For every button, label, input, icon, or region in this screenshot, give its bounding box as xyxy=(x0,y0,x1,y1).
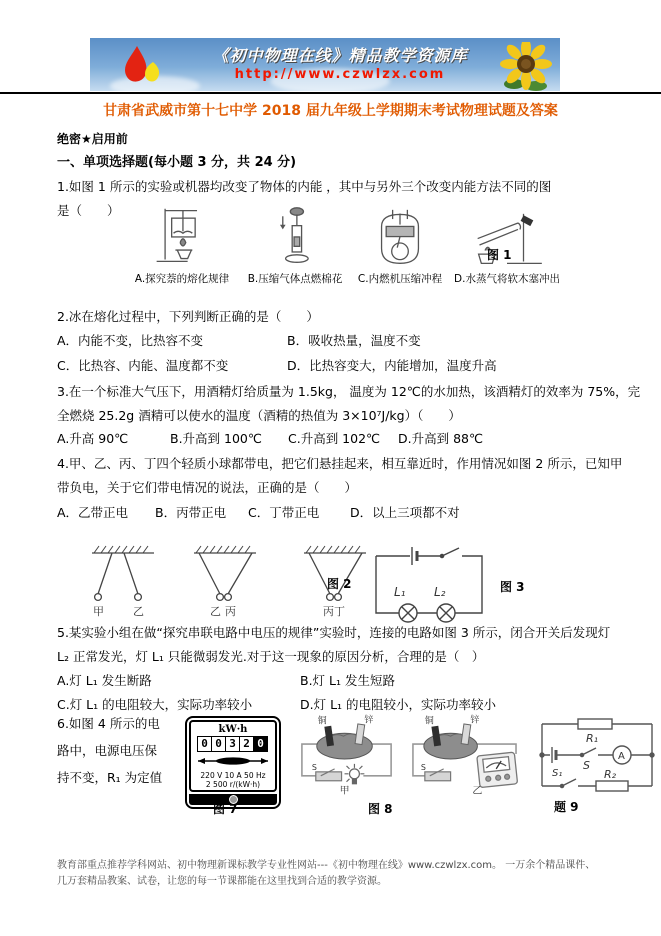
question-2-option-c: C．比热容、内能、温度都不变 xyxy=(57,358,229,373)
meter-digit: 0 xyxy=(197,736,212,752)
question-5-option-a: A.灯 L₁ 发生断路 xyxy=(57,673,152,688)
question-4-option-d: D．以上三项都不对 xyxy=(350,505,460,520)
ammeter-label: A xyxy=(618,751,625,762)
meter-spec-line2: 2 500 r/(kW·h) xyxy=(205,780,261,789)
question-5-text-line1: 5.某实验小组在做“探究串联电路中电压的规律”实验时，连接的电路如图 3 所示，闭合开关后发现灯 xyxy=(57,625,611,640)
copper-label: 铜 xyxy=(424,716,434,727)
ball-yi2-label: 乙 xyxy=(210,605,221,618)
footer-line-1: 教育部重点推荐学科网站、初中物理新课标教学专业性网站---《初中物理在线》www.czwlzx.com。 一万余个精品课件、 xyxy=(57,860,596,871)
copper-label: 铜 xyxy=(317,716,327,727)
figure-9-label: 题 9 xyxy=(554,800,579,814)
question-3-text-line2: 全燃烧 25.2g 酒精可以使水的温度（酒精的热值为 3×10⁷J/kg）（ ） xyxy=(57,408,461,423)
divider-rule xyxy=(0,92,661,94)
ball-jia-label: 甲 xyxy=(93,605,104,618)
lamp-l2-label: L₂ xyxy=(434,585,446,599)
figure-d-caption: D.水蒸气将软木塞冲出 xyxy=(454,273,560,285)
meter-digit: 2 xyxy=(239,736,254,752)
question-3-text-line1: 3.在一个标准大气压下，用酒精灯给质量为 1.5kg， 温度为 12℃的水加热，该酒精灯的效率为 75%，完 xyxy=(57,384,641,399)
question-3-option-c: C.升高到 102℃ xyxy=(288,431,381,446)
setup-jia-label: 甲 xyxy=(339,785,350,796)
melting-experiment-icon xyxy=(152,205,212,267)
question-6-text-line1: 6.如图 4 所示的电 xyxy=(57,716,160,731)
question-6-text-line2: 路中，电源电压保 xyxy=(57,743,158,758)
ball-bingding-label: 丙丁 xyxy=(323,605,345,618)
question-3-option-b: B.升高到 100℃ xyxy=(170,431,262,446)
switch-s-label: S xyxy=(583,759,590,772)
meter-digit: 0 xyxy=(211,736,226,752)
question-4-option-c: C．丁带正电 xyxy=(248,505,320,520)
question-5-text-line2: L₂ 正常发光，灯 L₁ 只能微弱发光.对于这一现象的原因分析，合理的是（ ） xyxy=(57,649,485,664)
figure-8-label: 图 8 xyxy=(368,802,393,816)
doc-title: 甘肃省武威市第十七中学 2018 届九年级上学期期末考试物理试题及答案 xyxy=(103,103,558,119)
figure-7-label: 图 7 xyxy=(213,802,238,816)
question-1-text-line2: 是（ ） xyxy=(57,203,120,218)
switch-s-label: S xyxy=(420,762,426,772)
switch-s-label: S xyxy=(311,762,317,772)
question-1-text-line1: 1.如图 1 所示的实验或机器均改变了物体的内能 ，其中与另外三个改变内能方法不同的图 xyxy=(57,179,552,194)
question-4-option-a: A．乙带正电 xyxy=(57,505,129,520)
meter-digit-decimal: 0 xyxy=(253,736,268,752)
question-3-option-d: D.升高到 88℃ xyxy=(398,431,484,446)
question-3-option-a: A.升高 90℃ xyxy=(57,431,129,446)
figure-c-engine xyxy=(350,208,450,286)
switch-s1-label: S₁ xyxy=(552,768,563,779)
figure-1-label: 图 1 xyxy=(487,248,512,262)
setup-yi-label: 乙 xyxy=(472,785,483,796)
question-2-option-b: B．吸收热量，温度不变 xyxy=(287,333,421,348)
banner-title: 《初中物理在线》精品教学资源库 xyxy=(212,46,468,65)
figure-a-melting xyxy=(126,205,238,286)
question-4-text-line1: 4.甲、乙、丙、丁四个轻质小球都带电，把它们悬挂起来，相互靠近时，作用情况如图 2 所示，已知甲 xyxy=(57,456,623,471)
figure-a-caption: A.探究萘的熔化规律 xyxy=(134,273,230,285)
meter-spec-line1: 220 V 10 A 50 Hz xyxy=(200,771,266,780)
ball-yi-label: 乙 xyxy=(133,605,144,618)
figure-b-caption: B.压缩气体点燃棉花 xyxy=(247,273,343,285)
section-heading: 一、单项选择题(每小题 3 分，共 24 分) xyxy=(57,155,297,170)
question-2-option-d: D．比热容变大，内能增加，温度升高 xyxy=(287,358,497,373)
question-4-option-b: B．丙带正电 xyxy=(155,505,227,520)
ball-bing-label: 丙 xyxy=(225,605,236,618)
fruit-cell-bulb-icon xyxy=(292,714,399,796)
question-6-text-line3: 持不变，R₁ 为定值 xyxy=(57,770,163,785)
figure-8-fruit-battery xyxy=(292,714,524,796)
engine-stroke-icon xyxy=(372,208,428,267)
figure-3-circuit xyxy=(368,538,490,626)
banner-url: http://www.czwlzx.com xyxy=(234,67,446,82)
security-label: 绝密★启用前 xyxy=(57,132,128,146)
meter-digit: 3 xyxy=(225,736,240,752)
question-5-option-b: B.灯 L₁ 发生短路 xyxy=(300,673,395,688)
figure-9-circuit xyxy=(534,712,660,796)
fruit-cell-voltmeter-icon xyxy=(407,714,524,796)
resistor-r1-label: R₁ xyxy=(586,732,599,745)
lamp-l1-label: L₁ xyxy=(394,585,406,599)
resistor-r2-label: R₂ xyxy=(604,768,617,781)
figure-b-compress xyxy=(240,205,350,286)
zinc-label: 锌 xyxy=(364,715,374,726)
question-5-option-d: D.灯 L₁ 的电阻较小，实际功率较小 xyxy=(300,697,497,712)
question-4-text-line2: 带负电，关于它们带电情况的说法，正确的是（ ） xyxy=(57,480,358,495)
figure-c-caption: C.内燃机压缩冲程 xyxy=(357,273,443,285)
zinc-label: 锌 xyxy=(470,715,480,726)
energy-meter-face xyxy=(189,720,277,792)
footer-line-2: 几万套精品教案、试卷，让您的每一节课都能在这里找到合适的教学资源。 xyxy=(57,876,387,887)
figure-7-energy-meter xyxy=(185,716,281,809)
sunflower-icon xyxy=(500,42,552,91)
question-2-text: 2.冰在熔化过程中，下列判断正确的是（ ） xyxy=(57,309,319,324)
meter-digit-register xyxy=(192,736,274,752)
figure-2-label: 图 2 xyxy=(327,577,352,591)
question-2-option-a: A．内能不变，比热容不变 xyxy=(57,333,204,348)
site-logo-icon xyxy=(120,44,170,88)
compression-tube-icon xyxy=(274,205,316,267)
meter-unit-label: kW·h xyxy=(218,724,248,735)
site-banner xyxy=(90,38,560,91)
meter-disc-arrow-icon xyxy=(194,755,272,767)
question-5-option-c: C.灯 L₁ 的电阻较大，实际功率较小 xyxy=(57,697,253,712)
figure-3-label: 图 3 xyxy=(500,580,525,594)
